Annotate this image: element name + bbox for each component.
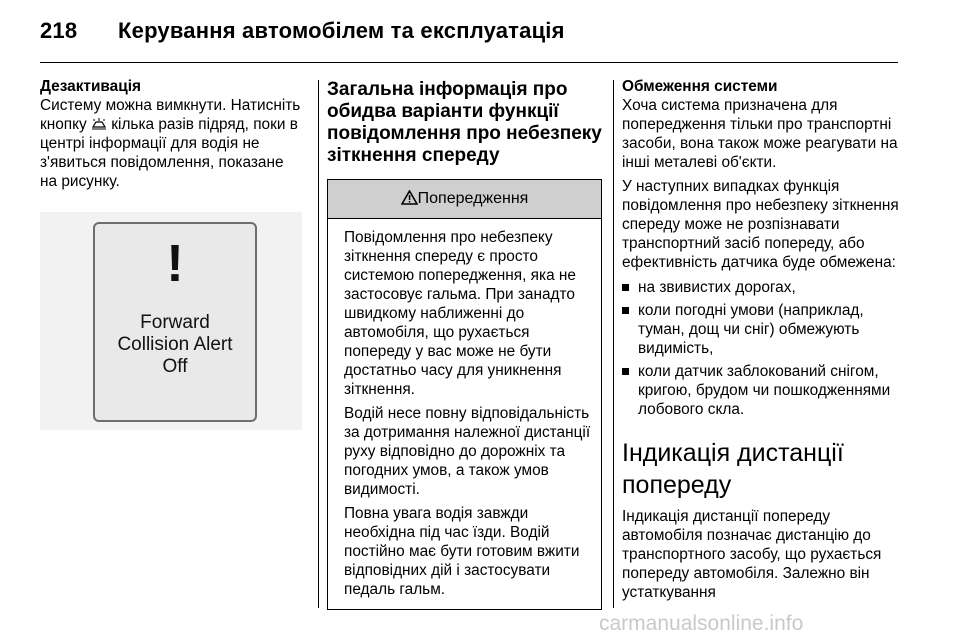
warning-paragraph-2: Водій несе повну відповідальність за дотримання належної дистанції руху відповідно до дорожніх та погодних умов, а також умов видимості. bbox=[344, 405, 591, 498]
watermark: carmanualsonline.info bbox=[599, 612, 804, 635]
bullet-icon bbox=[622, 284, 629, 291]
column-left bbox=[40, 77, 302, 191]
warning-paragraph-1: Повідомлення про небезпеку зіткнення спереду є просто системою попередження, яка не застосовує гальма. При занадто швидкому наближенні до автомобіля, що рухається попереду у вас може не бути достатньо часу для уникнення зіткнення. bbox=[344, 229, 576, 398]
driver-info-display bbox=[93, 222, 257, 422]
column-divider-1 bbox=[318, 80, 319, 608]
page-header bbox=[40, 18, 565, 44]
warning-header bbox=[328, 180, 601, 219]
column-right bbox=[622, 77, 912, 602]
limitations-paragraph-1: Хоча система призначена для попередження тільки про транспортні засоби, вона також може реагувати на інші металеві об'єкти. bbox=[622, 97, 898, 171]
bullet-icon bbox=[622, 368, 629, 375]
list-item: коли погодні умови (наприклад, туман, дощ чи сніг) обмежують видимість, bbox=[622, 301, 912, 358]
general-info-heading: Загальна інформація про обидва варіанти функції повідомлення про небезпеку зіткнення спереду bbox=[327, 79, 602, 166]
following-distance-heading: Індикація дистанції попереду bbox=[622, 439, 844, 499]
deactivation-heading: Дезактивація bbox=[40, 78, 141, 95]
limitations-paragraph-2: У наступних випадках функція повідомлення про небезпеку зіткнення спереду може не розпізнавати транспортний засіб попереду, або ефективність датчика буде обмежена: bbox=[622, 178, 899, 271]
display-message: Forward Collision Alert Off bbox=[117, 312, 233, 377]
list-item: коли датчик заблокований снігом, кригою, брудом чи пошкодженнями лобового скла. bbox=[622, 362, 912, 419]
chapter-title: Керування автомобілем та експлуатація bbox=[118, 18, 565, 43]
alert-symbol: ! bbox=[166, 235, 184, 293]
warning-paragraph-3: Повна увага водія завжди необхідна під час їзди. Водій постійно має бути готовим вжити відповідних дій і застосувати педаль гальм. bbox=[344, 505, 580, 598]
header-divider bbox=[40, 62, 898, 63]
following-distance-paragraph: Індикація дистанції попереду автомобіля позначає дистанцію до транспортного засобу, що рухається попереду автомобіля. Залежно він устаткування bbox=[622, 508, 882, 601]
column-divider-2 bbox=[613, 80, 614, 608]
column-middle bbox=[327, 79, 603, 610]
warning-box bbox=[327, 179, 602, 610]
vehicle-distance-icon bbox=[91, 118, 107, 130]
bullet-icon bbox=[622, 307, 629, 314]
warning-triangle-icon bbox=[401, 190, 418, 205]
dic-message-figure bbox=[40, 212, 302, 430]
warning-title: Попередження bbox=[417, 190, 529, 207]
limitations-heading: Обмеження системи bbox=[622, 78, 778, 95]
page-number: 218 bbox=[40, 18, 78, 43]
limitations-list bbox=[622, 278, 912, 419]
list-item: на звивистих дорогах, bbox=[622, 278, 912, 297]
warning-body bbox=[328, 219, 601, 609]
deactivation-text: Систему можна вимкнути. Натисніть кнопку кілька разів підряд, поки в центрі інформації для водія не з'явиться повідомлення, показане на рисунку. bbox=[40, 97, 301, 190]
